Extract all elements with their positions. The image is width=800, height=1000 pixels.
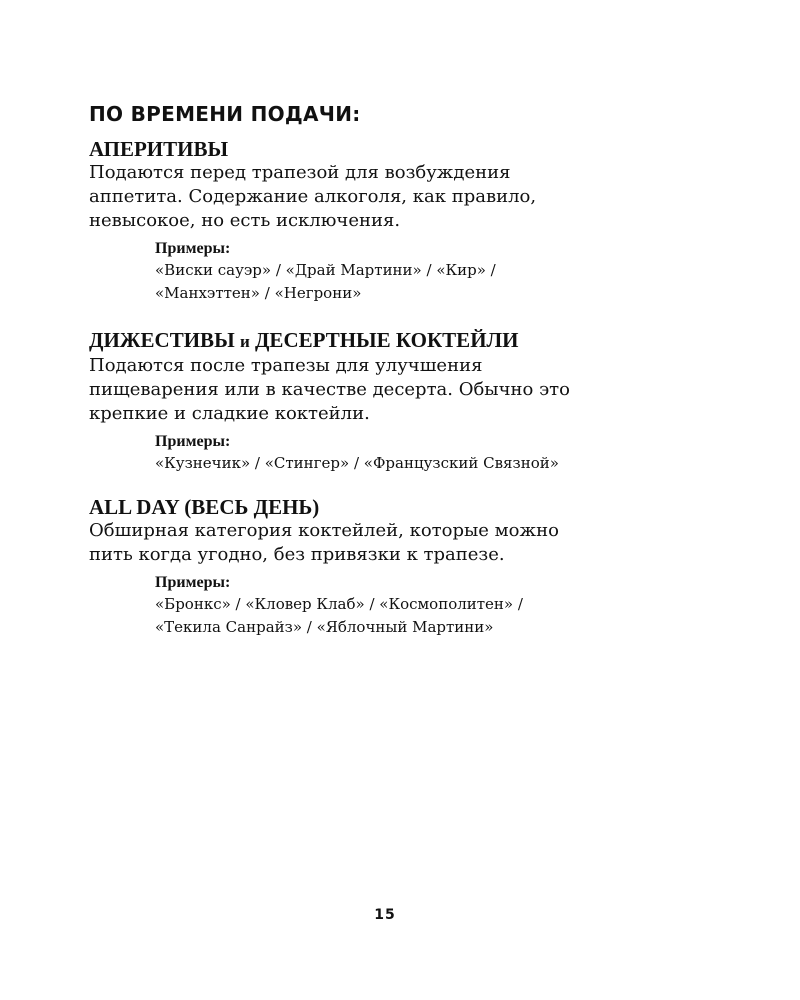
section-title: АПЕРИТИВЫ bbox=[89, 137, 229, 161]
section-digestifs bbox=[89, 328, 709, 475]
section-all-day bbox=[89, 495, 709, 639]
section-description bbox=[89, 354, 709, 426]
body-line: аппетита. Содержание алкоголя, как правило, bbox=[89, 186, 537, 207]
examples-block bbox=[155, 573, 709, 639]
examples-label: Примеры: bbox=[155, 574, 231, 591]
examples-block bbox=[155, 432, 709, 475]
body-line: крепкие и сладкие коктейли. bbox=[89, 403, 370, 424]
page-number: 15 bbox=[374, 907, 396, 923]
body-line: невысокое, но есть исключения. bbox=[89, 210, 401, 231]
section-description bbox=[89, 519, 709, 567]
examples-label: Примеры: bbox=[155, 433, 231, 450]
examples-line: «Виски сауэр» / «Драй Мартини» / «Кир» / bbox=[155, 261, 496, 279]
section-title: ALL DAY (ВЕСЬ ДЕНЬ) bbox=[89, 495, 320, 519]
section-title bbox=[89, 328, 709, 354]
examples-label: Примеры: bbox=[155, 240, 231, 257]
section-aperitifs bbox=[89, 137, 709, 305]
examples-line: «Бронкс» / «Кловер Клаб» / «Космополитен» / bbox=[155, 595, 523, 613]
body-line: пить когда угодно, без привязки к трапезе. bbox=[89, 544, 505, 565]
examples-line: «Текила Санрайз» / «Яблочный Мартини» bbox=[155, 618, 494, 636]
examples-line: «Манхэттен» / «Негрони» bbox=[155, 284, 362, 302]
title-conjunction: и bbox=[239, 332, 250, 351]
body-line: Подаются после трапезы для улучшения bbox=[89, 355, 483, 376]
examples-block bbox=[155, 239, 709, 305]
title-part: ДЕСЕРТНЫЕ КОКТЕЙЛИ bbox=[254, 328, 519, 352]
title-part: ДИЖЕСТИВЫ bbox=[89, 328, 235, 352]
section-description bbox=[89, 161, 709, 233]
body-line: Обширная категория коктейлей, которые можно bbox=[89, 520, 559, 541]
body-line: Подаются перед трапезой для возбуждения bbox=[89, 162, 511, 183]
body-line: пищеварения или в качестве десерта. Обычно это bbox=[89, 379, 570, 400]
examples-line: «Кузнечик» / «Стингер» / «Французский Связной» bbox=[155, 454, 559, 472]
page-heading: ПО ВРЕМЕНИ ПОДАЧИ: bbox=[89, 102, 361, 126]
